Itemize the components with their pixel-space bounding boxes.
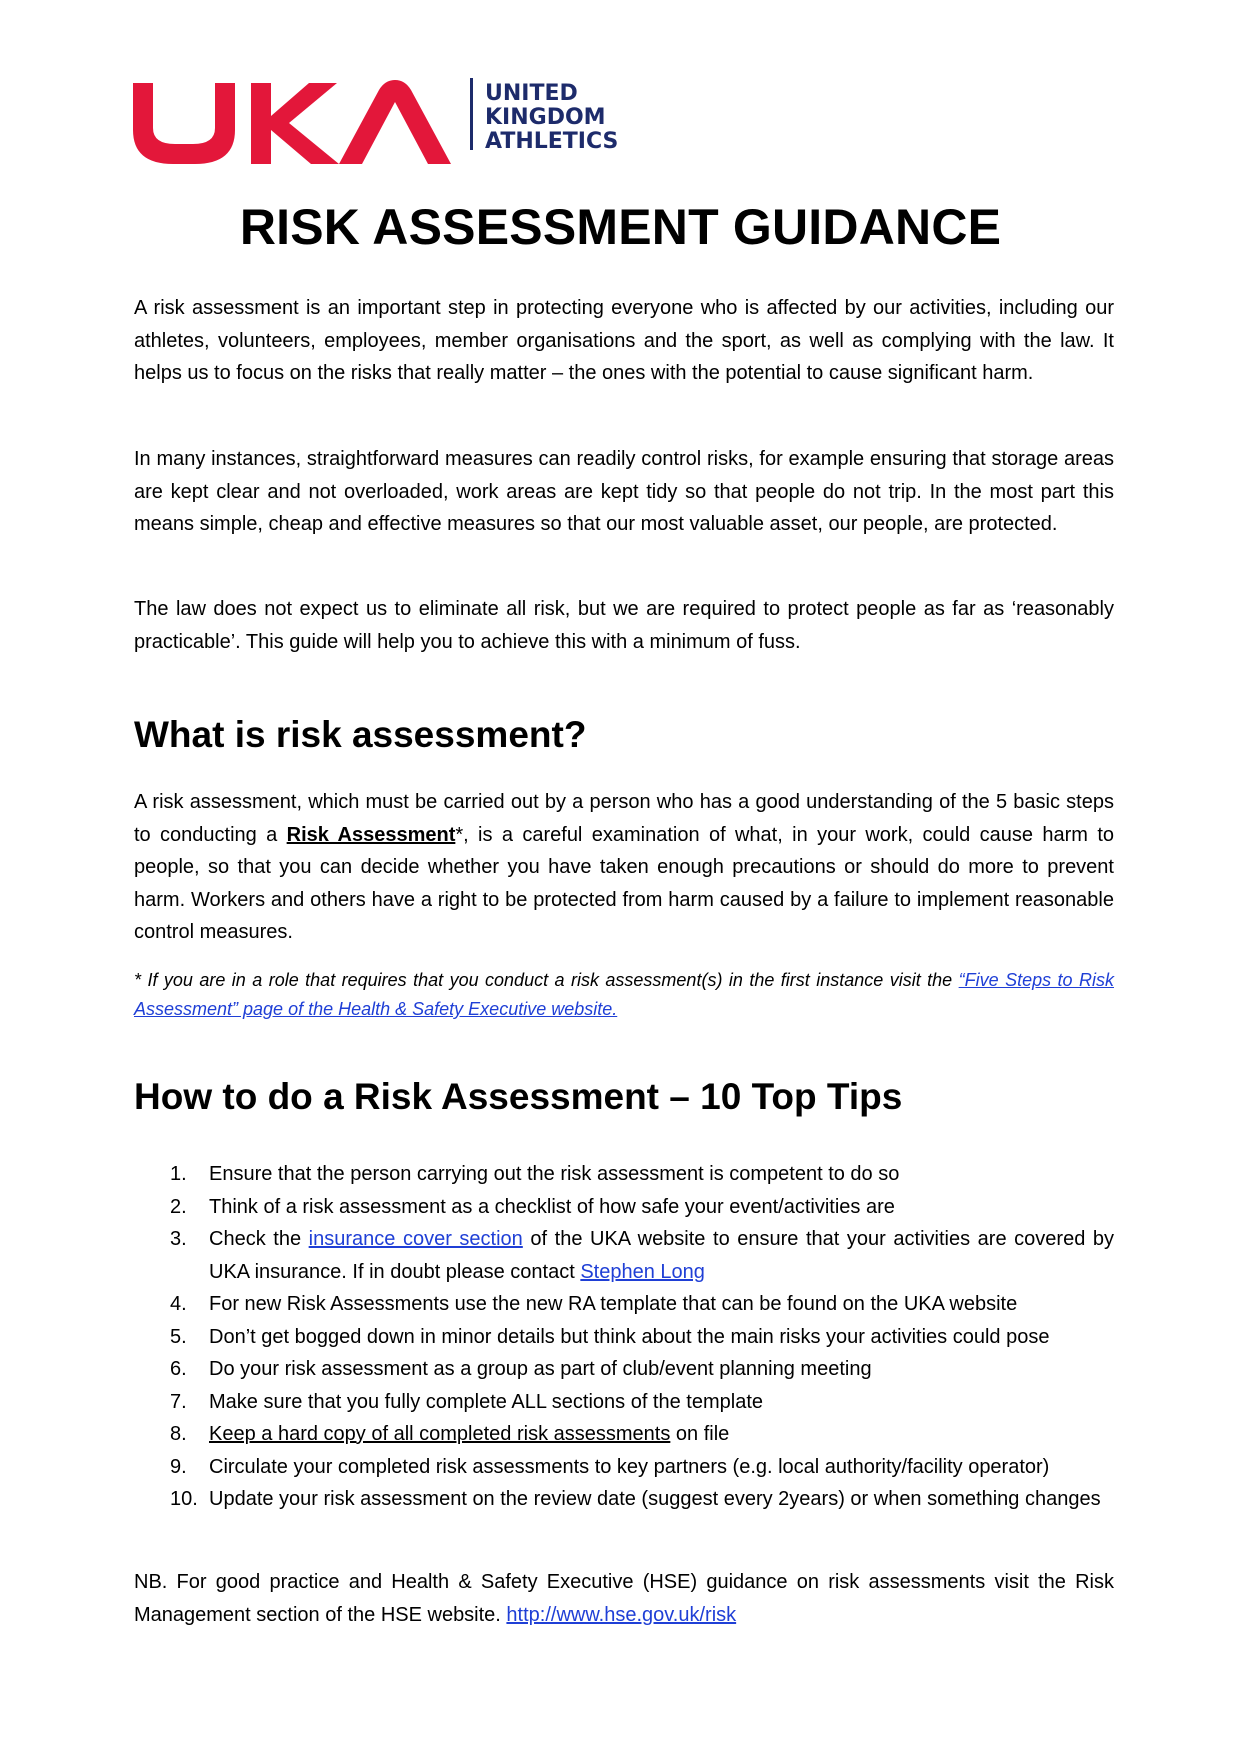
- list-item: 5. Don’t get bogged down in minor details but think about the main risks your activities could pose: [170, 1325, 1050, 1348]
- list-item: 4. For new Risk Assessments use the new RA template that can be found on the UKA website: [170, 1293, 1018, 1315]
- logo-line-2: KINGDOM: [485, 105, 606, 130]
- logo-line-3: ATHLETICS: [485, 129, 619, 154]
- section1-paragraph-block: [134, 786, 1114, 949]
- nb-paragraph-block: [134, 1566, 1114, 1631]
- intro-paragraph-3: The law does not expect us to eliminate all risk, but we are required to protect people as far as ‘reasonably practicable’. This guide will help you to achieve this with a minimum of fuss.: [134, 598, 1114, 653]
- nb-paragraph: [134, 1566, 1114, 1631]
- intro-paragraph-2-block: [134, 443, 1114, 541]
- uka-logo-graphic: [133, 78, 653, 168]
- intro-paragraph-3-block: [134, 593, 1114, 658]
- uka-logo: [133, 78, 653, 168]
- page-title: RISK ASSESSMENT GUIDANCE: [239, 199, 1002, 255]
- section-heading-top-tips: How to do a Risk Assessment – 10 Top Tips: [134, 1076, 903, 1117]
- note-text: * If you are in a role that requires that you conduct a risk assessment(s) in the first instance visit the: [134, 970, 959, 990]
- section1-text-after: *, is a careful examination of what, in your work, could cause harm to people, so that you can decide whether you have taken enough precautions or should do more to prevent harm. Workers and others have a right to be protected from harm caused by a failure to implement reasonable control measures.: [134, 823, 1115, 943]
- list-item: 1. Ensure that the person carrying out the risk assessment is competent to do so: [170, 1163, 900, 1185]
- list-item: 6. Do your risk assessment as a group as part of club/event planning meeting: [170, 1358, 872, 1380]
- section1-text-before: A risk assessment, which must be carried out by a person who has a good understanding of the 5 basic steps to conducting a: [134, 791, 1114, 846]
- intro-paragraph-1-block: [134, 292, 1114, 390]
- list-item: 7. Make sure that you fully complete ALL sections of the template: [170, 1390, 764, 1413]
- nb-text: NB. For good practice and Health & Safety Executive (HSE) guidance on risk assessments visit the Risk Management section of the HSE website.: [134, 1571, 1114, 1626]
- hse-risk-link[interactable]: http://www.hse.gov.uk/risk: [506, 1603, 737, 1626]
- list-item: 9. Circulate your completed risk assessments to key partners (e.g. local authority/facility operator): [170, 1455, 1050, 1478]
- five-steps-link[interactable]: “Five Steps to Risk Assessment” page of the Health & Safety Executive website.: [134, 970, 1114, 1019]
- insurance-cover-link[interactable]: insurance cover section: [308, 1228, 523, 1250]
- list-item: 2. Think of a risk assessment as a checklist of how safe your event/activities are: [170, 1195, 895, 1218]
- top-tips-list: [134, 1158, 1114, 1516]
- list-item: 3. Check the insurance cover section of the UKA website to ensure that your activities are covered by UKA insurance. If in doubt please contact Stephen Long: [170, 1228, 1115, 1283]
- intro-paragraph-2: In many instances, straightforward measures can readily control risks, for example ensuring that storage areas are kept clear and not overloaded, work areas are kept tidy so that people do not trip. In the most part this means simple, cheap and effective measures so that our most valuable asset, our people, are protected.: [134, 448, 1114, 535]
- risk-assessment-bold-term: Risk Assessment: [286, 823, 456, 846]
- list-item: 8. Keep a hard copy of all completed risk assessments on file: [170, 1423, 730, 1445]
- logo-line-1: UNITED: [485, 81, 578, 106]
- stephen-long-link[interactable]: Stephen Long: [580, 1260, 705, 1283]
- section-heading-what-is: What is risk assessment?: [134, 714, 587, 755]
- section1-note-block: [134, 966, 1114, 1024]
- intro-paragraph-1: A risk assessment is an important step in protecting everyone who is affected by our activities, including our athletes, volunteers, employees, member organisations and the sport, as well as complying with the law. It helps us to focus on the risks that really matter – the ones with the potential to cause significant harm.: [134, 297, 1114, 384]
- list-item: 10. Update your risk assessment on the review date (suggest every 2years) or when something changes: [170, 1488, 1101, 1510]
- section1-paragraph: [134, 786, 1114, 949]
- five-steps-note: [134, 966, 1114, 1024]
